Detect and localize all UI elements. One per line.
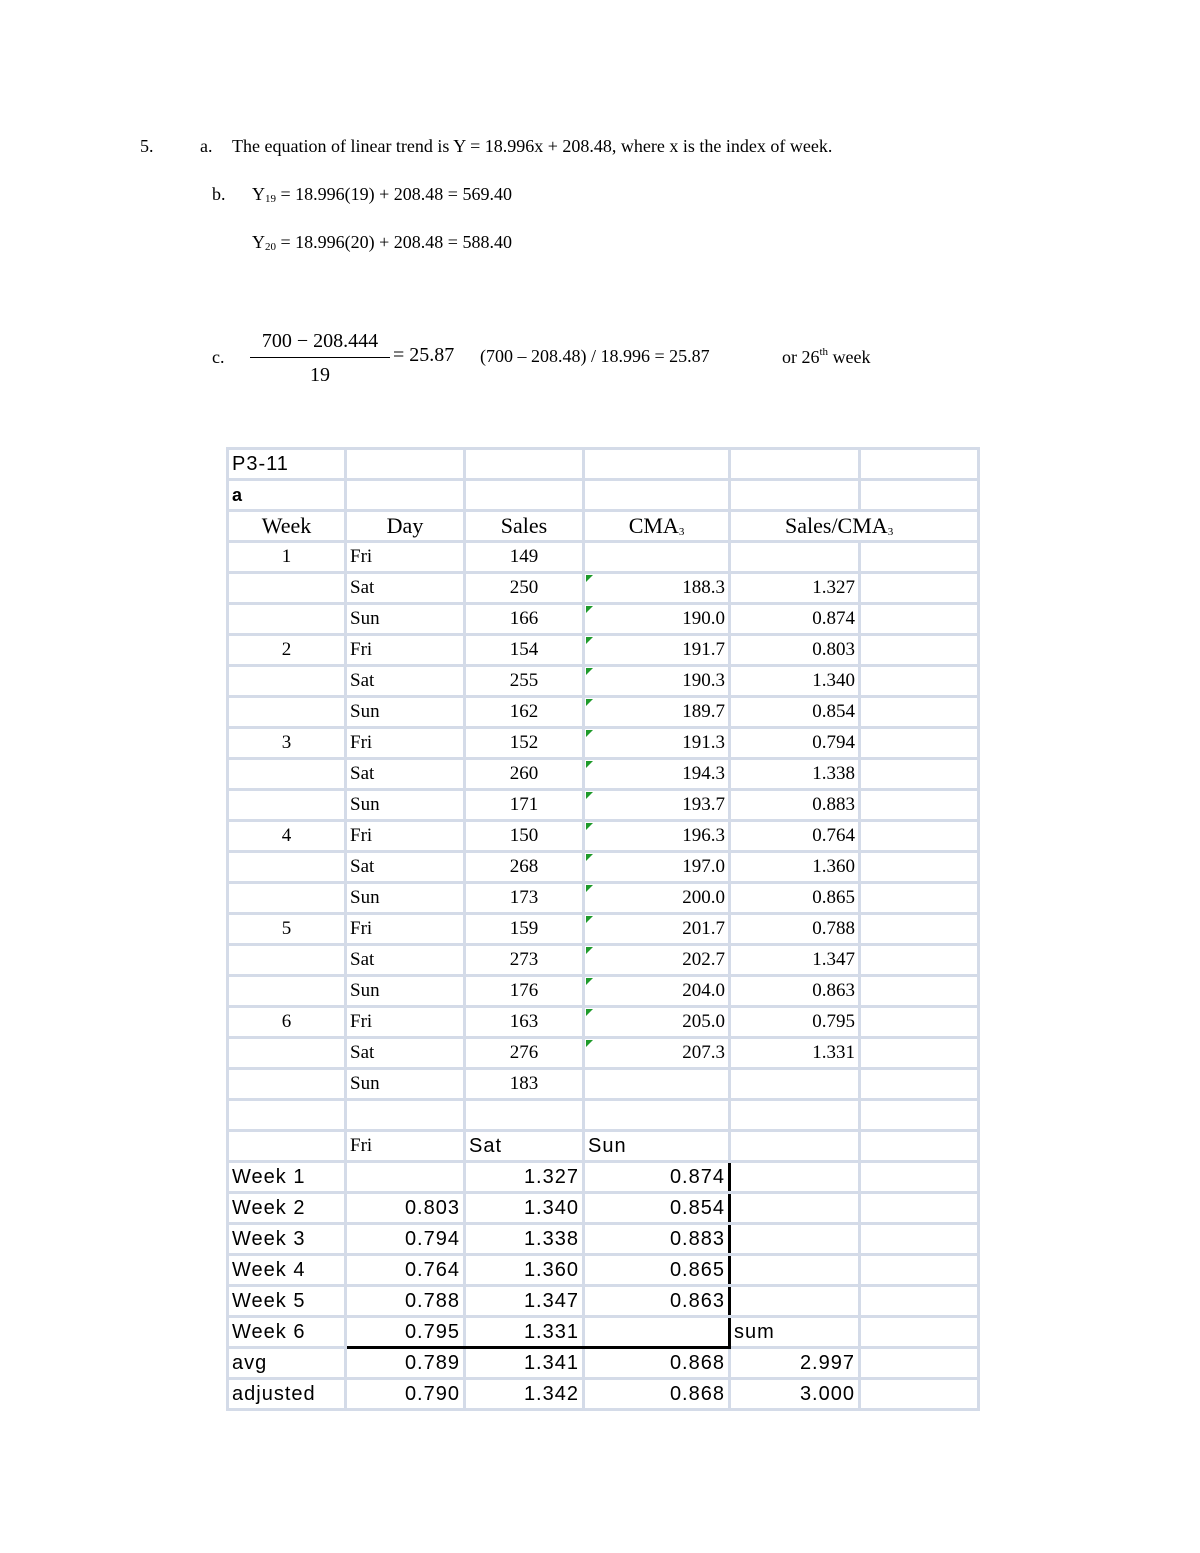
cell[interactable] <box>228 1100 346 1131</box>
cell[interactable] <box>860 573 979 604</box>
cma-cell[interactable] <box>584 976 730 1007</box>
summary-sun[interactable]: 0.854 <box>584 1193 730 1224</box>
ratio-cell[interactable]: 1.340 <box>730 666 860 697</box>
table-row <box>228 790 979 821</box>
cma-cell[interactable] <box>584 542 730 573</box>
cma-cell[interactable] <box>584 852 730 883</box>
day-cell[interactable]: Sun <box>346 697 465 728</box>
answer-week-word: week <box>828 347 871 367</box>
table-row <box>228 542 979 573</box>
summary-extra[interactable] <box>730 1162 860 1193</box>
week-cell[interactable] <box>228 666 346 697</box>
cma-cell[interactable] <box>584 883 730 914</box>
sales-cell[interactable]: 150 <box>465 821 584 852</box>
formula-indicator-icon <box>586 575 593 582</box>
ratio-cell[interactable]: 0.803 <box>730 635 860 666</box>
sales-cell[interactable]: 250 <box>465 573 584 604</box>
ratio-cell[interactable]: 0.764 <box>730 821 860 852</box>
table-row <box>228 852 979 883</box>
summary-extra[interactable] <box>730 1224 860 1255</box>
day-cell[interactable]: Fri <box>346 914 465 945</box>
cma-value: 191.7 <box>682 639 725 660</box>
sales-cell[interactable]: 149 <box>465 542 584 573</box>
cell[interactable] <box>584 480 730 511</box>
header-day[interactable]: Day <box>346 511 465 542</box>
formula-indicator-icon <box>586 823 593 830</box>
summary-fri[interactable]: 0.803 <box>346 1193 465 1224</box>
header-week[interactable]: Week <box>228 511 346 542</box>
week-cell[interactable]: 1 <box>228 542 346 573</box>
table-row <box>228 666 979 697</box>
header-sales[interactable]: Sales <box>465 511 584 542</box>
day-cell[interactable]: Sun <box>346 976 465 1007</box>
adjusted-row <box>228 1379 979 1410</box>
ratio-cell[interactable]: 1.327 <box>730 573 860 604</box>
cell[interactable] <box>860 1131 979 1162</box>
cma-cell[interactable] <box>584 635 730 666</box>
cma-value: 200.0 <box>682 887 725 908</box>
y19-equation <box>252 184 512 205</box>
cma-cell[interactable] <box>584 573 730 604</box>
ratio-cell[interactable]: 0.883 <box>730 790 860 821</box>
summary-week-label[interactable]: Week 1 <box>228 1162 346 1193</box>
cell[interactable] <box>860 914 979 945</box>
y19-var: Y <box>252 184 265 204</box>
summary-sat[interactable]: 1.338 <box>465 1224 584 1255</box>
day-cell[interactable]: Sun <box>346 1069 465 1100</box>
table-row <box>228 728 979 759</box>
day-cell[interactable]: Sun <box>346 883 465 914</box>
cell[interactable] <box>730 449 860 480</box>
cell[interactable] <box>860 1379 979 1410</box>
week-cell[interactable] <box>228 573 346 604</box>
summary-sat[interactable]: 1.327 <box>465 1162 584 1193</box>
y20-var: Y <box>252 232 265 252</box>
week-cell[interactable]: 2 <box>228 635 346 666</box>
problem-number: 5. <box>140 136 154 156</box>
table-row <box>228 976 979 1007</box>
ratio-cell[interactable]: 1.331 <box>730 1038 860 1069</box>
sales-cell[interactable]: 268 <box>465 852 584 883</box>
cell[interactable] <box>860 1069 979 1100</box>
summary-row <box>228 1286 979 1317</box>
summary-sat[interactable]: 1.347 <box>465 1286 584 1317</box>
avg-label[interactable]: avg <box>228 1348 346 1379</box>
header-ratio-text: Sales/CMA <box>785 513 888 538</box>
summary-sat[interactable]: 1.340 <box>465 1193 584 1224</box>
cma-cell[interactable] <box>584 821 730 852</box>
week-cell[interactable] <box>228 759 346 790</box>
summary-sat[interactable]: 1.331 <box>465 1317 584 1348</box>
blank-row <box>228 1100 979 1131</box>
part-a-label: a. <box>200 136 213 156</box>
cell[interactable] <box>465 449 584 480</box>
ratio-cell[interactable]: 0.794 <box>730 728 860 759</box>
formula-indicator-icon <box>586 761 593 768</box>
cell[interactable] <box>860 728 979 759</box>
summary-header-fri[interactable]: Fri <box>346 1131 465 1162</box>
cma-value: 202.7 <box>682 949 725 970</box>
avg-row <box>228 1348 979 1379</box>
formula-indicator-icon <box>586 885 593 892</box>
summary-fri[interactable]: 0.788 <box>346 1286 465 1317</box>
cell[interactable] <box>346 1100 465 1131</box>
day-cell[interactable]: Sat <box>346 1038 465 1069</box>
week-cell[interactable] <box>228 1038 346 1069</box>
sales-cell[interactable]: 159 <box>465 914 584 945</box>
table-row <box>228 821 979 852</box>
y19-sub: 19 <box>265 193 276 205</box>
y20-sub: 20 <box>265 241 276 253</box>
cell[interactable] <box>860 790 979 821</box>
ratio-cell[interactable]: 0.863 <box>730 976 860 1007</box>
sales-cell[interactable]: 183 <box>465 1069 584 1100</box>
ratio-cell[interactable] <box>730 1069 860 1100</box>
cma-value: 197.0 <box>682 856 725 877</box>
week-cell[interactable] <box>228 1069 346 1100</box>
cell[interactable] <box>860 1007 979 1038</box>
formula-indicator-icon <box>586 792 593 799</box>
cma-cell[interactable] <box>584 666 730 697</box>
formula-indicator-icon <box>586 637 593 644</box>
formula-indicator-icon <box>586 668 593 675</box>
week-cell[interactable] <box>228 976 346 1007</box>
avg-sun[interactable]: 0.868 <box>584 1348 730 1379</box>
table-row <box>228 759 979 790</box>
cell[interactable] <box>860 635 979 666</box>
cma-cell[interactable] <box>584 914 730 945</box>
day-cell[interactable]: Sun <box>346 790 465 821</box>
table-row <box>228 604 979 635</box>
cell[interactable] <box>860 852 979 883</box>
cell[interactable] <box>860 1255 979 1286</box>
ratio-cell[interactable]: 0.854 <box>730 697 860 728</box>
cell[interactable] <box>860 1038 979 1069</box>
day-cell[interactable]: Sat <box>346 666 465 697</box>
sales-cell[interactable]: 154 <box>465 635 584 666</box>
week-cell[interactable] <box>228 604 346 635</box>
cell[interactable] <box>584 449 730 480</box>
table-row <box>228 1069 979 1100</box>
cell[interactable] <box>860 449 979 480</box>
cma-value: 204.0 <box>682 980 725 1001</box>
sales-cell[interactable]: 162 <box>465 697 584 728</box>
ratio-cell[interactable]: 0.788 <box>730 914 860 945</box>
cell[interactable] <box>860 480 979 511</box>
summary-row <box>228 1224 979 1255</box>
ratio-cell[interactable]: 0.795 <box>730 1007 860 1038</box>
table-row <box>228 914 979 945</box>
week-cell[interactable] <box>228 697 346 728</box>
cma-cell[interactable] <box>584 790 730 821</box>
day-cell[interactable]: Sat <box>346 945 465 976</box>
cma-value: 188.3 <box>682 577 725 598</box>
cma-value: 207.3 <box>682 1042 725 1063</box>
cell[interactable] <box>860 759 979 790</box>
sales-cell[interactable]: 273 <box>465 945 584 976</box>
summary-row <box>228 1255 979 1286</box>
cma-value: 194.3 <box>682 763 725 784</box>
answer-or: or 26 <box>782 347 820 367</box>
header-cma-text: CMA <box>628 513 679 538</box>
table-row <box>228 573 979 604</box>
summary-row <box>228 1317 979 1348</box>
week-cell[interactable]: 5 <box>228 914 346 945</box>
formula-indicator-icon <box>586 947 593 954</box>
day-cell[interactable]: Sat <box>346 573 465 604</box>
cma-value: 193.7 <box>682 794 725 815</box>
table-part[interactable]: a <box>228 480 346 511</box>
avg-sat[interactable]: 1.341 <box>465 1348 584 1379</box>
header-ratio[interactable] <box>730 511 979 542</box>
summary-sun[interactable]: 0.863 <box>584 1286 730 1317</box>
cma-cell[interactable] <box>584 945 730 976</box>
formula-indicator-icon <box>586 1040 593 1047</box>
day-cell[interactable]: Fri <box>346 821 465 852</box>
ratio-cell[interactable]: 1.360 <box>730 852 860 883</box>
part-a-text: The equation of linear trend is Y = 18.996x + 208.48, where x is the index of week. <box>232 136 833 156</box>
cell[interactable] <box>860 1286 979 1317</box>
alt-computation: (700 – 208.48) / 18.996 = 25.87 <box>480 346 710 366</box>
header-cma-sub: 3 <box>678 526 685 538</box>
sales-cell[interactable]: 255 <box>465 666 584 697</box>
avg-sum[interactable]: 2.997 <box>730 1348 860 1379</box>
title-row <box>228 449 979 480</box>
fraction <box>250 330 390 387</box>
formula-indicator-icon <box>586 730 593 737</box>
ratio-cell[interactable] <box>730 542 860 573</box>
table-row <box>228 1007 979 1038</box>
summary-sun[interactable]: 0.874 <box>584 1162 730 1193</box>
cell[interactable] <box>730 480 860 511</box>
sales-cell[interactable]: 152 <box>465 728 584 759</box>
part-c-label: c. <box>212 347 225 367</box>
sales-cell[interactable]: 171 <box>465 790 584 821</box>
cell[interactable] <box>860 1100 979 1131</box>
summary-extra[interactable] <box>730 1286 860 1317</box>
adjusted-sum[interactable]: 3.000 <box>730 1379 860 1410</box>
formula-indicator-icon <box>586 1009 593 1016</box>
summary-fri[interactable] <box>346 1162 465 1193</box>
summary-extra[interactable] <box>730 1255 860 1286</box>
ratio-cell[interactable]: 1.338 <box>730 759 860 790</box>
fraction-numerator: 700 − 208.444 <box>250 330 390 358</box>
week-cell[interactable]: 3 <box>228 728 346 759</box>
avg-fri[interactable]: 0.789 <box>346 1348 465 1379</box>
cma-cell[interactable] <box>584 604 730 635</box>
week-cell[interactable] <box>228 790 346 821</box>
y20-expr: = 18.996(20) + 208.48 = 588.40 <box>280 232 512 252</box>
adjusted-sat[interactable]: 1.342 <box>465 1379 584 1410</box>
cma-value: 190.0 <box>682 608 725 629</box>
summary-sun[interactable]: 0.865 <box>584 1255 730 1286</box>
formula-indicator-icon <box>586 978 593 985</box>
cell[interactable] <box>860 1193 979 1224</box>
fraction-result: = 25.87 <box>393 344 455 366</box>
summary-week-label[interactable]: Week 3 <box>228 1224 346 1255</box>
table-row <box>228 1038 979 1069</box>
day-cell[interactable]: Fri <box>346 542 465 573</box>
summary-fri[interactable]: 0.794 <box>346 1224 465 1255</box>
cell[interactable] <box>465 480 584 511</box>
cell[interactable] <box>860 1162 979 1193</box>
table-row <box>228 635 979 666</box>
summary-header-row <box>228 1131 979 1162</box>
sales-cell[interactable]: 163 <box>465 1007 584 1038</box>
summary-week-label[interactable]: Week 6 <box>228 1317 346 1348</box>
sales-cell[interactable]: 260 <box>465 759 584 790</box>
week-cell[interactable]: 4 <box>228 821 346 852</box>
ratio-cell[interactable]: 1.347 <box>730 945 860 976</box>
summary-row <box>228 1162 979 1193</box>
cma-value: 201.7 <box>682 918 725 939</box>
cma-value: 205.0 <box>682 1011 725 1032</box>
summary-sun[interactable] <box>584 1317 730 1348</box>
formula-indicator-icon <box>586 606 593 613</box>
cell[interactable] <box>860 542 979 573</box>
spreadsheet-table <box>226 447 980 1411</box>
header-row <box>228 511 979 542</box>
week-cell[interactable] <box>228 883 346 914</box>
cell[interactable] <box>860 821 979 852</box>
cma-cell[interactable] <box>584 1038 730 1069</box>
sales-cell[interactable]: 276 <box>465 1038 584 1069</box>
cma-cell[interactable] <box>584 728 730 759</box>
summary-fri[interactable]: 0.764 <box>346 1255 465 1286</box>
cell[interactable] <box>584 1100 730 1131</box>
summary-extra[interactable] <box>730 1193 860 1224</box>
header-cma[interactable] <box>584 511 730 542</box>
adjusted-label[interactable]: adjusted <box>228 1379 346 1410</box>
ratio-cell[interactable]: 0.865 <box>730 883 860 914</box>
sales-cell[interactable]: 176 <box>465 976 584 1007</box>
cma-value: 190.3 <box>682 670 725 691</box>
cell[interactable] <box>860 697 979 728</box>
cell[interactable] <box>465 1100 584 1131</box>
adjusted-fri[interactable]: 0.790 <box>346 1379 465 1410</box>
summary-week-label[interactable]: Week 4 <box>228 1255 346 1286</box>
cell[interactable] <box>860 1348 979 1379</box>
cell[interactable] <box>730 1100 860 1131</box>
formula-indicator-icon <box>586 699 593 706</box>
part-row <box>228 480 979 511</box>
day-cell[interactable]: Sun <box>346 604 465 635</box>
sales-cell[interactable]: 173 <box>465 883 584 914</box>
cell[interactable] <box>860 976 979 1007</box>
summary-week-label[interactable]: Week 5 <box>228 1286 346 1317</box>
summary-row <box>228 1193 979 1224</box>
cell[interactable] <box>860 1224 979 1255</box>
cell[interactable] <box>228 1131 346 1162</box>
ratio-cell[interactable]: 0.874 <box>730 604 860 635</box>
cma-value: 196.3 <box>682 825 725 846</box>
answer-week <box>782 346 871 368</box>
cma-value: 189.7 <box>682 701 725 722</box>
week-cell[interactable] <box>228 852 346 883</box>
table-row <box>228 945 979 976</box>
day-cell[interactable]: Fri <box>346 1007 465 1038</box>
summary-header-sat[interactable]: Sat <box>465 1131 584 1162</box>
day-cell[interactable]: Fri <box>346 635 465 666</box>
fraction-denominator: 19 <box>310 364 330 386</box>
cma-cell[interactable] <box>584 1069 730 1100</box>
cma-cell[interactable] <box>584 1007 730 1038</box>
cma-value: 191.3 <box>682 732 725 753</box>
summary-fri[interactable]: 0.795 <box>346 1317 465 1348</box>
table-row <box>228 883 979 914</box>
formula-indicator-icon <box>586 854 593 861</box>
cell[interactable] <box>346 449 465 480</box>
cma-cell[interactable] <box>584 697 730 728</box>
table-title[interactable]: P3-11 <box>228 449 346 480</box>
day-cell[interactable]: Sat <box>346 852 465 883</box>
summary-sun[interactable]: 0.883 <box>584 1224 730 1255</box>
sales-cell[interactable]: 166 <box>465 604 584 635</box>
summary-week-label[interactable]: Week 2 <box>228 1193 346 1224</box>
table-row <box>228 697 979 728</box>
cell[interactable] <box>346 480 465 511</box>
adjusted-sun[interactable]: 0.868 <box>584 1379 730 1410</box>
summary-header-sun[interactable]: Sun <box>584 1131 730 1162</box>
cell[interactable] <box>860 945 979 976</box>
cma-cell[interactable] <box>584 759 730 790</box>
header-ratio-sub: 3 <box>887 526 894 538</box>
summary-sat[interactable]: 1.360 <box>465 1255 584 1286</box>
cell[interactable] <box>860 883 979 914</box>
week-cell[interactable]: 6 <box>228 1007 346 1038</box>
day-cell[interactable]: Fri <box>346 728 465 759</box>
week-cell[interactable] <box>228 945 346 976</box>
cell[interactable] <box>860 604 979 635</box>
summary-extra[interactable]: sum <box>730 1317 860 1348</box>
y20-equation <box>252 232 512 253</box>
cell[interactable] <box>730 1131 860 1162</box>
formula-indicator-icon <box>586 916 593 923</box>
part-b-label: b. <box>212 184 226 204</box>
cell[interactable] <box>860 666 979 697</box>
cell[interactable] <box>860 1317 979 1348</box>
day-cell[interactable]: Sat <box>346 759 465 790</box>
answer-sup: th <box>819 346 829 358</box>
y19-expr: = 18.996(19) + 208.48 = 569.40 <box>280 184 512 204</box>
